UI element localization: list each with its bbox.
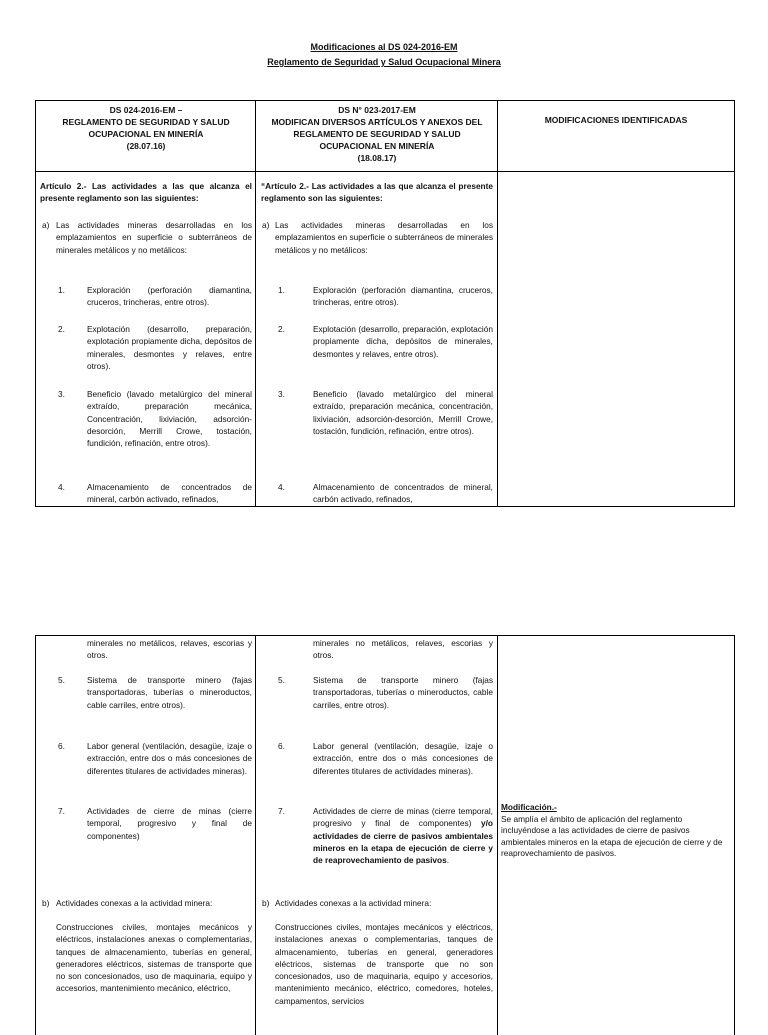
item-number: 2. (58, 324, 65, 334)
list-item: Beneficio (lavado metalúrgico del mineral extraído, preparación mecánica, Concentración, lixiviación, adsorción-desorción, Merrill Crowe, tostación, fundición, refinación, entre otros). (87, 389, 252, 449)
document-title: Modificaciones al DS 024-2016-EM (310, 42, 458, 52)
item-label: a) (42, 220, 50, 230)
list-item: Labor general (ventilación, desagüe, izaje o extracción, entre dos o más concesiones de diferentes titulares de actividades mineras). (313, 741, 493, 776)
list-item: Beneficio (lavado metalúrgico del mineral extraído, preparación mecánica, concentración, lixiviación, adsorción-desorción, Merrill Crowe, tostación, fundición, refinación, entre otros). (313, 389, 493, 436)
item-number: 6. (278, 741, 285, 751)
list-item: Labor general (ventilación, desagüe, izaje o extracción, entre dos o más concesiones de diferentes titulares de actividades mineras). (87, 741, 252, 776)
item-b-paragraph: Construcciones civiles, montajes mecánicos y eléctricos, instalaciones anexas o complementarias, tanques de almacenamiento, tuberías en general, generadores eléctricos, sistemas de transporte que no son concesionados, uso de maquinaria, equipo y accesorios, mantenimiento mecánico, eléctrico, (56, 922, 252, 994)
document-subtitle: Reglamento de Seguridad y Salud Ocupacional Minera (267, 57, 501, 67)
item-label: b) (262, 898, 270, 908)
item-number: 3. (58, 389, 65, 399)
modification-note (501, 802, 731, 860)
comparison-table-page-2 (35, 635, 735, 1035)
list-item: Sistema de transporte minero (fajas transportadoras, tuberías o mineroductos, cable carriles, entre otros). (313, 675, 493, 710)
item-number: 1. (278, 285, 285, 295)
modification-label: Modificación.- (501, 802, 557, 812)
item-7-added-text: y/o actividades de cierre de pasivos ambientales mineros en la etapa de ejecución de cierre y de reaprovechamiento de pasivos (313, 818, 493, 866)
list-item: Explotación (desarrollo, preparación, explotación propiamente dicha, depósitos de minerales, desmontes y relaves, entre otros). (87, 324, 252, 371)
item-number: 1. (58, 285, 65, 295)
article-2-modified: “Artículo 2.- Las actividades a las que alcanza el presente reglamento son las siguientes: (261, 181, 493, 204)
item-number: 3. (278, 389, 285, 399)
item-b-modified: Actividades conexas a la actividad minera: (275, 898, 432, 908)
list-item: Exploración (perforación diamantina, cruceros, trincheras, entre otros). (87, 285, 252, 308)
item-number: 7. (58, 806, 65, 816)
item-number: 5. (58, 675, 65, 685)
table-header-row (36, 101, 734, 172)
article-2-original: Artículo 2.- Las actividades a las que alcanza el presente reglamento son las siguientes: (40, 181, 252, 204)
list-item-7-modified (313, 805, 493, 866)
list-item-continued: minerales no metálicos, relaves, escorias y otros. (87, 638, 252, 661)
item-7-end: . (446, 855, 450, 866)
list-item-continued: minerales no metálicos, relaves, escorias y otros. (313, 638, 493, 661)
list-item: Actividades de cierre de minas (cierre temporal, progresivo y final de componentes) (87, 806, 252, 841)
item-label: b) (42, 898, 50, 908)
item-7-plain-text: Actividades de cierre de minas (cierre temporal, progresivo y final de componentes) (313, 806, 493, 829)
item-number: 4. (58, 482, 65, 492)
list-item: Almacenamiento de concentrados de mineral, carbón activado, refinados, (313, 482, 493, 505)
item-number: 6. (58, 741, 65, 751)
list-item: Sistema de transporte minero (fajas transportadoras, tuberías o mineroductos, cable carriles, entre otros). (87, 675, 252, 710)
modification-text: Se amplía el ámbito de aplicación del reglamento incluyéndose a las actividades de cierre de pasivos ambientales mineros en la etapa de ejecución de cierre y de reaprovechamiento de pasivos. (501, 813, 723, 858)
item-label: a) (262, 220, 270, 230)
item-a-modified: Las actividades mineras desarrolladas en los emplazamientos en superficie o subterráneos de minerales metálicos y no metálicos: (275, 220, 493, 255)
header-original: DS 024-2016-EM – REGLAMENTO DE SEGURIDAD Y SALUD OCUPACIONAL EN MINERÍA (28.07.16) (62, 105, 230, 151)
header-modified: DS N° 023-2017-EM MODIFICAN DIVERSOS ARTÍCULOS Y ANEXOS DEL REGLAMENTO DE SEGURIDAD Y SALUD OCUPACIONAL EN MINERÍA (18.08.17) (271, 105, 483, 163)
item-b-original: Actividades conexas a la actividad minera: (56, 898, 213, 908)
item-a-original: Las actividades mineras desarrolladas en los emplazamientos en superficie o subterráneos de minerales metálicos y no metálicos: (56, 220, 252, 255)
header-identified: MODIFICACIONES IDENTIFICADAS (544, 115, 688, 125)
comparison-table-page-1 (35, 100, 735, 507)
item-number: 7. (278, 806, 285, 816)
list-item: Explotación (desarrollo, preparación, explotación propiamente dicha, depósitos de minerales, desmontes y relaves, entre otros). (313, 324, 493, 359)
list-item: Almacenamiento de concentrados de mineral, carbón activado, refinados, (87, 482, 252, 505)
list-item: Exploración (perforación diamantina, cruceros, trincheras, entre otros). (313, 285, 493, 308)
item-number: 2. (278, 324, 285, 334)
item-number: 4. (278, 482, 285, 492)
item-b-paragraph: Construcciones civiles, montajes mecánicos y eléctricos, instalaciones anexas o complementarias, tanques de almacenamiento, tuberías en general, generadores eléctricos, sistemas de transporte que no son concesionados, uso de maquinaria, equipo y accesorios, mantenimiento mecánico, eléctrico, comedores, hoteles, campamentos, servicios (275, 922, 493, 1006)
item-number: 5. (278, 675, 285, 685)
